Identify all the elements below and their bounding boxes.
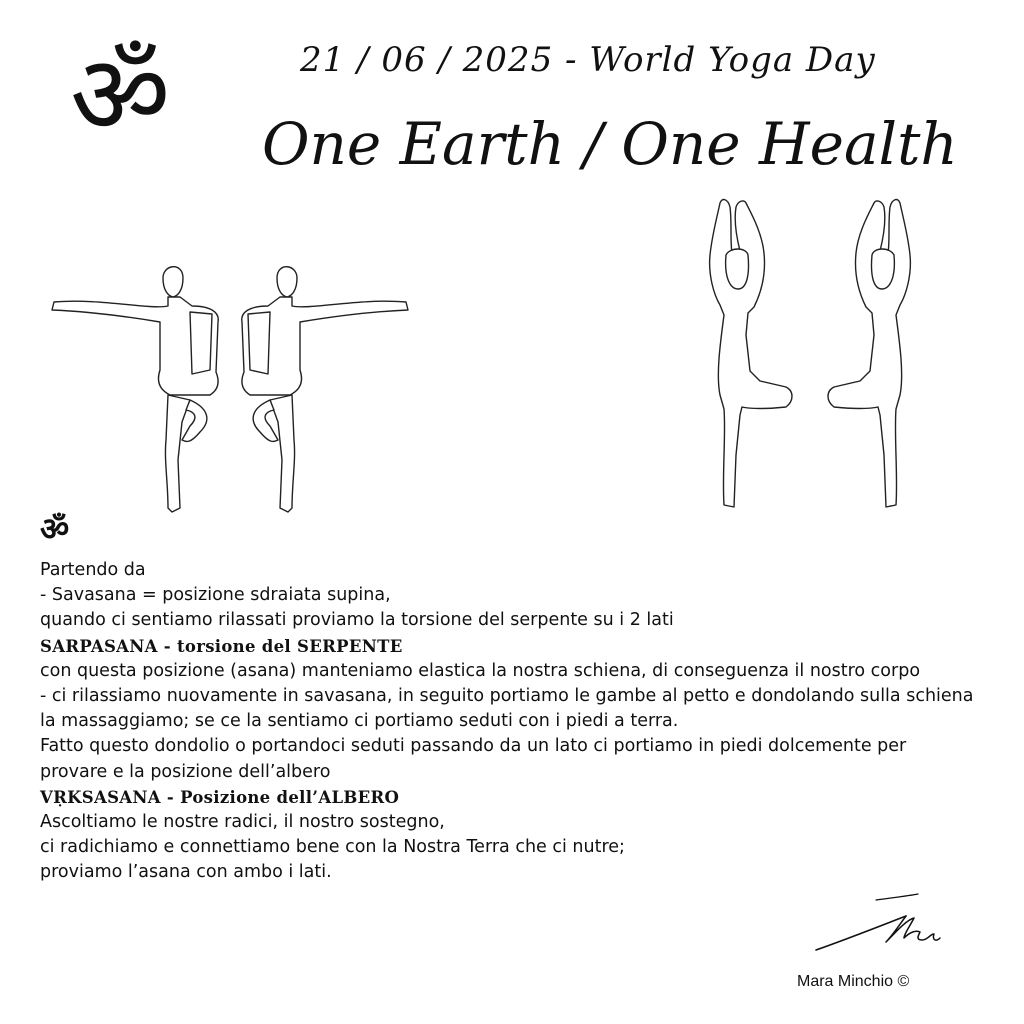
text-line: Fatto questo dondolio o portandoci seduti passando da un lato ci portiamo in piedi dolcemente per <box>40 736 907 757</box>
figure-left-twist <box>52 267 218 512</box>
om-symbol-small-icon: ॐ <box>40 510 70 548</box>
text-line: Partendo da <box>40 560 146 580</box>
text-line: ci radichiamo e connettiamo bene con la Nostra Terra che ci nutre; <box>40 837 625 858</box>
text-line: la massaggiamo; se ce la sentiamo ci portiamo seduti con i piedi a terra. <box>40 711 679 732</box>
text-line: quando ci sentiamo rilassati proviamo la torsione del serpente su i 2 lati <box>40 610 674 631</box>
vrksasana-figures-illustration <box>690 195 930 515</box>
signature-icon <box>810 890 950 960</box>
section-heading-sarpasana: SARPASANA - torsione del SERPENTE <box>40 636 403 656</box>
author-credit: Mara Minchio © <box>797 973 910 990</box>
text-line: provare e la posizione dell’albero <box>40 761 331 782</box>
om-symbol-icon: ॐ <box>70 31 171 159</box>
text-line: - ci rilassiamo nuovamente in savasana, in seguito portiamo le gambe al petto e dondolando sulla schiena <box>40 686 974 707</box>
date-title: 21 / 06 / 2025 - World Yoga Day <box>300 40 876 80</box>
text-line: con questa posizione (asana) manteniamo elastica la nostra schiena, di conseguenza il nostro corpo <box>40 660 921 681</box>
instructions-text <box>40 558 1000 886</box>
text-line: - Savasana = posizione sdraiata supina, <box>40 585 391 606</box>
main-title: One Earth / One Health <box>262 110 958 178</box>
text-line: proviamo l’asana con ambo i lati. <box>40 862 332 883</box>
sarpasana-figures-illustration <box>40 250 420 515</box>
section-heading-vrksasana: VṚKSASANA - Posizione dell’ALBERO <box>40 787 400 807</box>
text-line: Ascoltiamo le nostre radici, il nostro sostegno, <box>40 812 445 833</box>
figure-right-twist <box>242 267 408 512</box>
figure-left-tree <box>710 200 792 507</box>
figure-right-tree <box>828 200 910 507</box>
